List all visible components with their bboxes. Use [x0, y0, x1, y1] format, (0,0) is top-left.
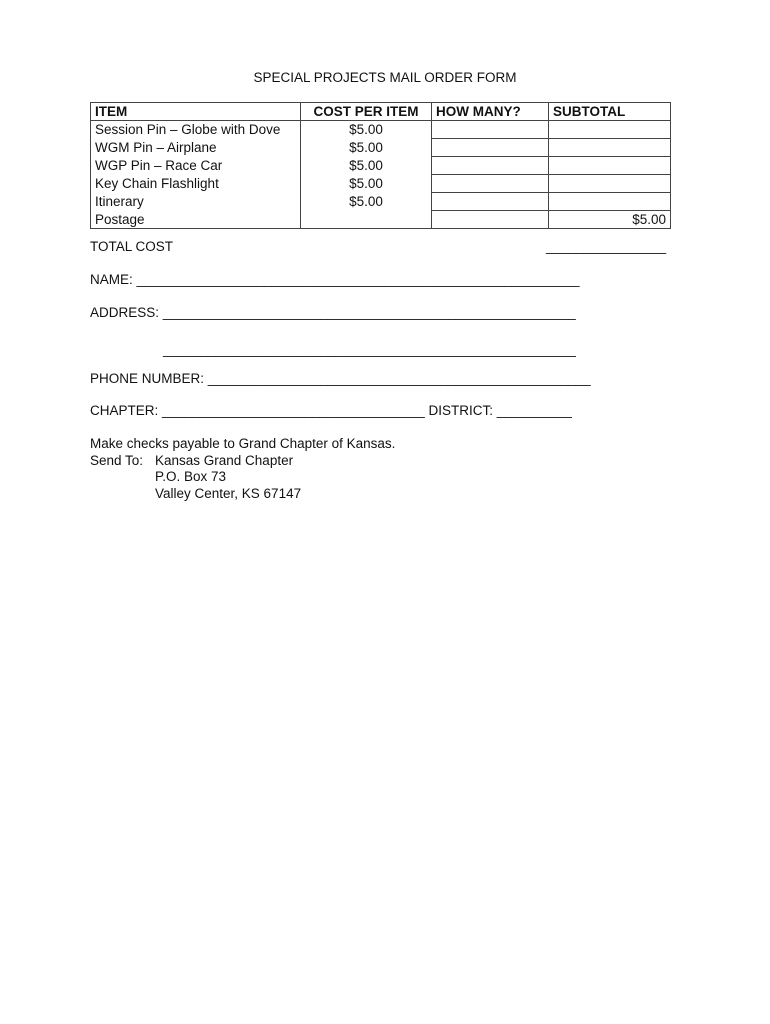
header-how-many: HOW MANY? — [432, 103, 549, 121]
cost-cell: $5.00 — [301, 193, 432, 211]
address-field[interactable]: ADDRESS: _______________________________________________________ — [90, 305, 576, 320]
send-to-line — [90, 453, 293, 468]
cost-cell: $5.00 — [301, 121, 432, 139]
form-title: SPECIAL PROJECTS MAIL ORDER FORM — [253, 70, 517, 85]
name-field[interactable]: NAME: ___________________________________________________________ — [90, 272, 580, 287]
table-row — [91, 121, 671, 139]
table-row — [91, 175, 671, 193]
subtotal-cell[interactable] — [549, 175, 671, 193]
quantity-cell[interactable] — [432, 211, 549, 229]
quantity-cell[interactable] — [432, 121, 549, 139]
item-cell: WGP Pin – Race Car — [91, 157, 301, 175]
chapter-district-field[interactable]: CHAPTER: ___________________________________ DISTRICT: __________ — [90, 403, 572, 418]
table-header-row — [91, 103, 671, 121]
total-cost-label: TOTAL COST — [90, 239, 174, 254]
cost-cell: $5.00 — [301, 157, 432, 175]
subtotal-cell: $5.00 — [549, 211, 671, 229]
subtotal-cell[interactable] — [549, 193, 671, 211]
send-to-label: Send To: — [90, 453, 144, 468]
header-cost-per-item: COST PER ITEM — [301, 103, 432, 121]
item-cell: Postage — [91, 211, 301, 229]
cost-cell: $5.00 — [301, 139, 432, 157]
subtotal-cell[interactable] — [549, 121, 671, 139]
subtotal-cell[interactable] — [549, 157, 671, 175]
cost-cell — [301, 211, 432, 229]
item-cell: Key Chain Flashlight — [91, 175, 301, 193]
header-subtotal: SUBTOTAL — [549, 103, 671, 121]
item-cell: Itinerary — [91, 193, 301, 211]
cost-cell: $5.00 — [301, 175, 432, 193]
payable-note: Make checks payable to Grand Chapter of Kansas. — [90, 436, 396, 451]
item-cell: WGM Pin – Airplane — [91, 139, 301, 157]
quantity-cell[interactable] — [432, 175, 549, 193]
po-box: P.O. Box 73 — [155, 469, 227, 484]
phone-number-field[interactable]: PHONE NUMBER: ___________________________________________________ — [90, 371, 591, 386]
table-row — [91, 193, 671, 211]
quantity-cell[interactable] — [432, 157, 549, 175]
city-state-zip: Valley Center, KS 67147 — [155, 486, 302, 501]
address-field-line2[interactable]: _______________________________________________________ — [163, 342, 576, 357]
header-item: ITEM — [91, 103, 301, 121]
subtotal-cell[interactable] — [549, 139, 671, 157]
quantity-cell[interactable] — [432, 139, 549, 157]
table-row — [91, 157, 671, 175]
table-row — [91, 139, 671, 157]
quantity-cell[interactable] — [432, 193, 549, 211]
recipient-name: Kansas Grand Chapter — [155, 453, 294, 468]
total-cost-field[interactable]: ________________ — [546, 239, 667, 254]
item-cell: Session Pin – Globe with Dove — [91, 121, 301, 139]
table-row — [91, 211, 671, 229]
order-table — [90, 102, 671, 229]
